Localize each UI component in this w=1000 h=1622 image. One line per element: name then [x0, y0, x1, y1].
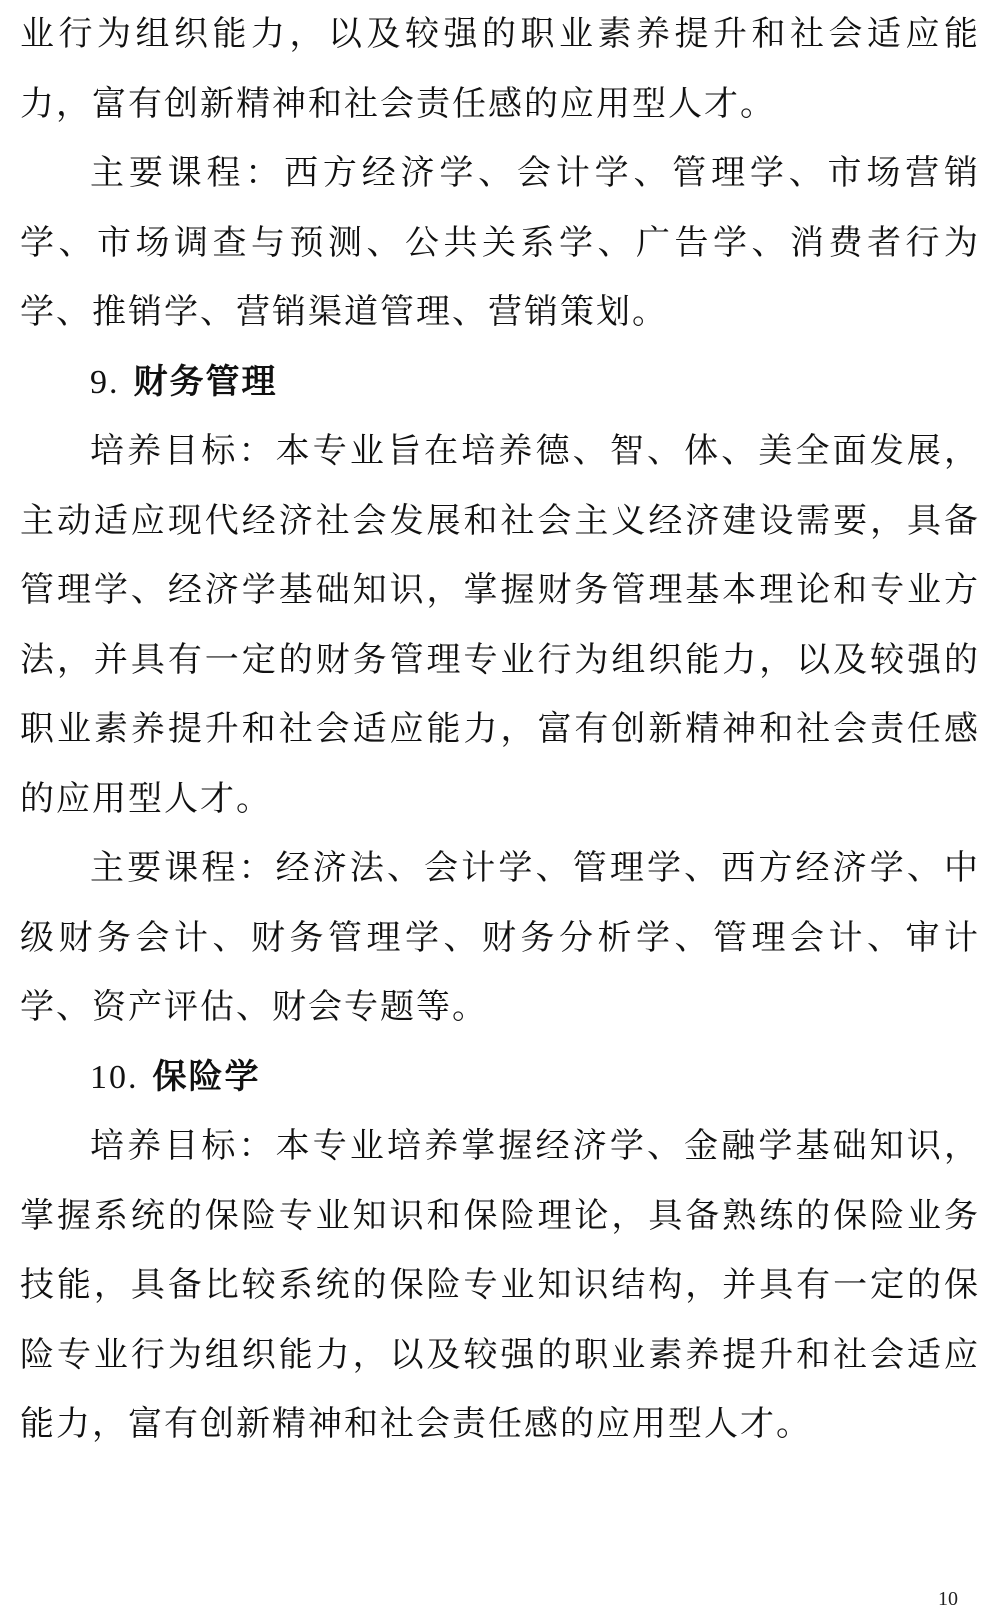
courses-paragraph-finance: 主要课程：经济法、会计学、管理学、西方经济学、中级财务会计、财务管理学、财务分析学、管理会计、审计学、资产评估、财会专题等。: [20, 848, 980, 1027]
document-page: [20, 0, 980, 1460]
goal-paragraph-continued: 业行为组织能力，以及较强的职业素养提升和社会适应能力，富有创新精神和社会责任感的应用型人才。: [20, 14, 980, 124]
page-number: 10: [938, 1588, 958, 1610]
section-heading-finance: [20, 348, 980, 418]
section-heading-insurance: [20, 1043, 980, 1113]
goal-paragraph-finance: 培养目标：本专业旨在培养德、智、体、美全面发展，主动适应现代经济社会发展和社会主义经济建设需要，具备管理学、经济学基础知识，掌握财务管理基本理论和专业方法，并具有一定的财务管理专业行为组织能力，以及较强的职业素养提升和社会适应能力，富有创新精神和社会责任感的应用型人才。: [20, 431, 980, 819]
section-number: 9.: [90, 363, 120, 401]
courses-paragraph-marketing: 主要课程：西方经济学、会计学、管理学、市场营销学、市场调查与预测、公共关系学、广告学、消费者行为学、推销学、营销渠道管理、营销策划。: [20, 153, 980, 332]
section-title: 保险学: [152, 1056, 261, 1097]
goal-paragraph-insurance: 培养目标：本专业培养掌握经济学、金融学基础知识，掌握系统的保险专业知识和保险理论，具备熟练的保险业务技能，具备比较系统的保险专业知识结构，并具有一定的保险专业行为组织能力，以及较强的职业素养提升和社会适应能力，富有创新精神和社会责任感的应用型人才。: [20, 1126, 980, 1444]
section-number: 10.: [90, 1058, 139, 1096]
section-title: 财务管理: [133, 361, 278, 402]
